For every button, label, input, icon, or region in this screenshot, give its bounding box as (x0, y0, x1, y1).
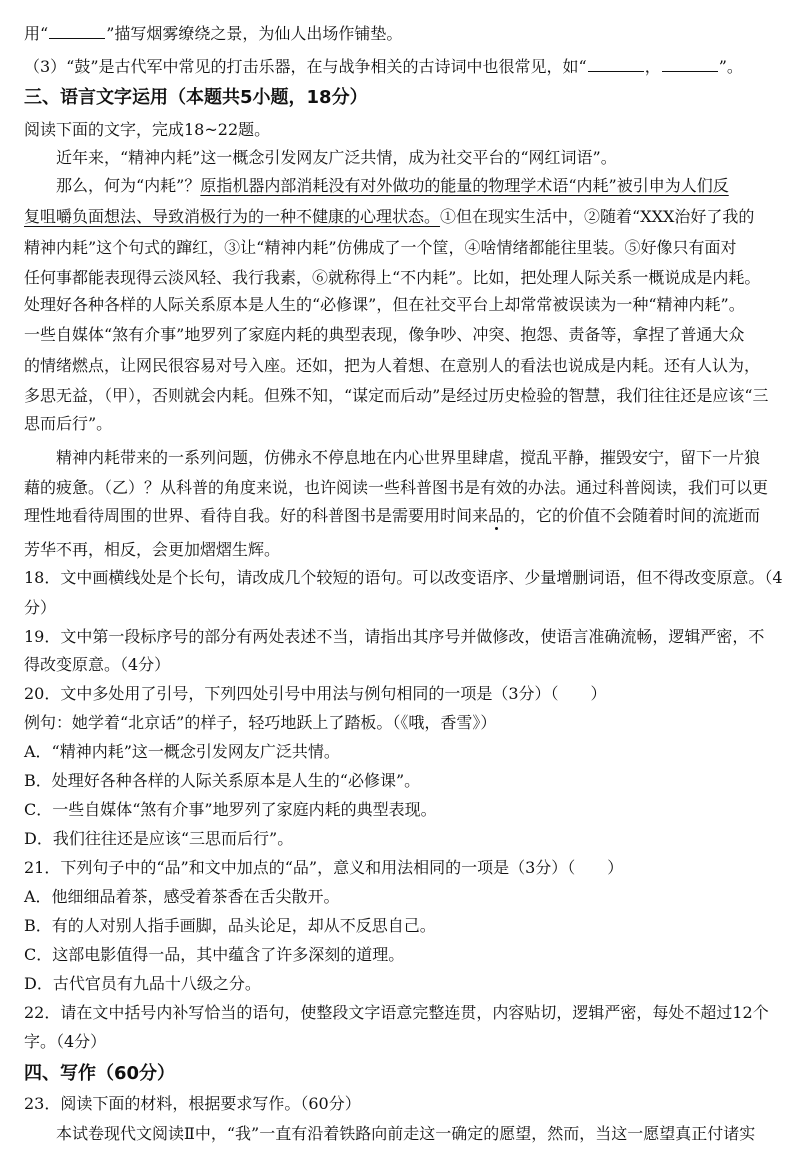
passage-p2-line7: 的情绪燃点，让网民很容易对号入座。还如，把为人着想、在意别人的看法也说成是内耗。还有人认为， (24, 356, 761, 375)
question-21-option-d[interactable]: D．古代官员有九品十八级之分。 (24, 974, 261, 993)
passage-p2-line8: 多思无益，（甲），否则就会内耗。但殊不知，“谋定而后动”是经过历史检验的智慧，我们往往还是应该“三 (24, 386, 769, 405)
passage-p2-line4: 任何事都能表现得云淡风轻、我行我素，⑥就称得上“不内耗”。比如，把处理人际关系一概说成是内耗。 (24, 268, 761, 287)
question-18-line2: 分） (24, 598, 57, 617)
passage-p2-line6: 一些自媒体“煞有介事”地罗列了家庭内耗的典型表现，像争吵、冲突、抱怨、责备等，拿捏了普通大众 (24, 325, 745, 344)
question-20-option-d[interactable]: D．我们往往还是应该“三思而后行”。 (24, 829, 294, 848)
question-23: 23．阅读下面的材料，根据要求写作。（60分） (24, 1094, 361, 1113)
passage-p2-line3: 精神内耗”这个句式的蹿红，③让“精神内耗”仿佛成了一个筐，④啥情绪都能往里装。⑤好像只有面对 (24, 238, 737, 257)
question-20-option-a[interactable]: A．“精神内耗”这一概念引发网友广泛共情。 (24, 742, 340, 761)
dotted-character: 品 (488, 506, 505, 525)
answer-blank[interactable] (49, 24, 105, 39)
question-19-line1: 19．文中第一段标序号的部分有两处表述不当，请指出其序号并做修改，使语言准确流畅，逻辑严密，不 (24, 627, 765, 646)
question-20-option-b[interactable]: B．处理好各种各样的人际关系原本是人生的“必修课”。 (24, 771, 421, 790)
question-20: 20．文中多处用了引号，下列四处引号中用法与例句相同的一项是（3分）（ ） (24, 684, 607, 703)
question-20-example: 例句：她学着“北京话”的样子，轻巧地跃上了踏板。（《哦，香雪》） (24, 713, 497, 732)
reading-intro: 阅读下面的文字，完成18~22题。 (24, 120, 271, 139)
passage-p3-line1: 精神内耗带来的一系列问题，仿佛永不停息地在内心世界里肆虐，搅乱平静，摧毁安宁，留下一片狼 (56, 448, 761, 467)
passage-p2-line2: 复咀嚼负面想法、导致消极行为的一种不健康的心理状态。①但在现实生活中，②随着“XXX治好了我的 (24, 207, 755, 226)
passage-p3-line3: 理性地看待周围的世界、看待自我。好的科普图书是需要用时间来品的，它的价值不会随着时间的流逝而 (24, 506, 761, 525)
question-21-option-a[interactable]: A．他细细品着茶，感受着茶香在舌尖散开。 (24, 887, 340, 906)
line-fill-in-smoke: 用“ ”描写烟雾缭绕之景，为仙人出场作铺垫。 (24, 24, 403, 43)
question-19-line2: 得改变原意。（4分） (24, 655, 171, 674)
passage-p2-line9: 思而后行”。 (24, 414, 113, 433)
question-22-line2: 字。（4分） (24, 1032, 107, 1051)
passage-p3-line2: 藉的疲惫。（乙）？从科普的角度来说，也许阅读一些科普图书是有效的办法。通过科普阅读，我们可以更 (24, 478, 769, 497)
passage-p2-line1: 那么，何为“内耗”？原指机器内部消耗没有对外做功的能量的物理学术语“内耗”被引申为人们反 (56, 176, 729, 195)
question-23-material: 本试卷现代文阅读Ⅱ中，“我”一直有沿着铁路向前走这一确定的愿望，然而，当这一愿望真正付诸实 (56, 1124, 756, 1143)
underlined-long-sentence: 原指机器内部消耗没有对外做功的能量的物理学术语“内耗”被引申为人们反 (200, 176, 729, 195)
line-fill-in-drum: （3）“鼓”是古代军中常见的打击乐器，在与战争相关的古诗词中也很常见，如“ ， ”。 (24, 57, 743, 76)
question-21-option-b[interactable]: B．有的人对别人指手画脚，品头论足，却从不反思自己。 (24, 916, 436, 935)
section-3-title: 三、语言文字运用（本题共5小题，18分） (24, 87, 368, 108)
underlined-long-sentence: 复咀嚼负面想法、导致消极行为的一种不健康的心理状态。 (24, 207, 441, 226)
passage-p1: 近年来，“精神内耗”这一概念引发网友广泛共情，成为社交平台的“网红词语”。 (56, 148, 617, 167)
question-21-option-c[interactable]: C．这部电影值得一品，其中蕴含了许多深刻的道理。 (24, 945, 405, 964)
question-20-option-c[interactable]: C．一些自媒体“煞有介事”地罗列了家庭内耗的典型表现。 (24, 800, 437, 819)
passage-p2-line5: 处理好各种各样的人际关系原本是人生的“必修课”，但在社交平台上却常常被误读为一种“精神内耗”。 (24, 295, 745, 314)
question-21: 21．下列句子中的“品”和文中加点的“品”，意义和用法相同的一项是（3分）（ ） (24, 858, 624, 877)
section-4-title: 四、写作（60分） (24, 1063, 176, 1084)
answer-blank[interactable] (662, 57, 718, 72)
question-22-line1: 22．请在文中括号内补写恰当的语句，使整段文字语意完整连贯，内容贴切，逻辑严密，每处不超过12个 (24, 1003, 769, 1022)
passage-p3-line4: 芳华不再，相反，会更加熠熠生辉。 (24, 540, 281, 559)
answer-blank[interactable] (588, 57, 644, 72)
question-18-line1: 18．文中画横线处是个长句，请改成几个较短的语句。可以改变语序、少量增删词语，但不得改变原意。（4 (24, 568, 783, 587)
